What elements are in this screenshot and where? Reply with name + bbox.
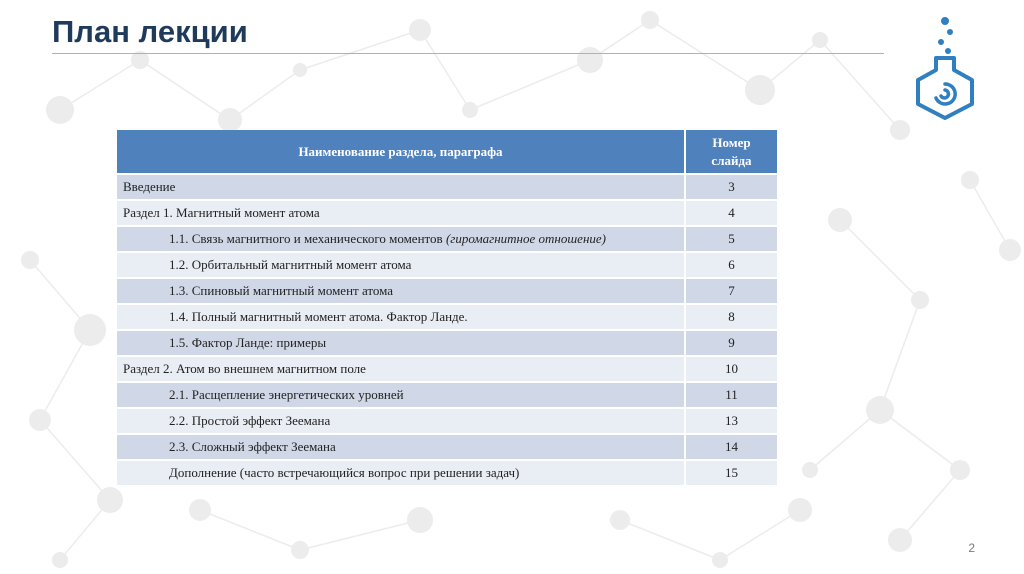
- section-cell: [117, 278, 685, 304]
- slide-number-cell: 9: [685, 330, 777, 356]
- slide-number-cell: 14: [685, 434, 777, 460]
- slide-number-cell: 6: [685, 252, 777, 278]
- table-row: [117, 278, 777, 304]
- section-cell: [117, 252, 685, 278]
- section-cell: [117, 304, 685, 330]
- section-text: Дополнение (часто встречающийся вопрос при решении задач): [169, 465, 520, 480]
- table-row: [117, 408, 777, 434]
- page-number: 2: [968, 541, 975, 555]
- section-text: 1.3. Спиновый магнитный момент атома: [169, 283, 394, 298]
- slide-number-cell: 4: [685, 200, 777, 226]
- section-text: 1.4. Полный магнитный момент атома. Фактор Ланде.: [169, 309, 468, 324]
- section-cell: [117, 382, 685, 408]
- table-row: [117, 252, 777, 278]
- table-row: [117, 382, 777, 408]
- table-header-row: [117, 130, 777, 174]
- section-cell: [117, 356, 685, 382]
- lecture-plan-table: [117, 130, 777, 485]
- slide-title: План лекции: [52, 14, 248, 49]
- section-text: Введение: [123, 179, 176, 194]
- section-cell: [117, 434, 685, 460]
- slide-number-cell: 11: [685, 382, 777, 408]
- table-row: [117, 356, 777, 382]
- title-underline: [52, 53, 884, 54]
- slide-number-cell: 10: [685, 356, 777, 382]
- slide-number-cell: 3: [685, 174, 777, 200]
- section-text: 1.5. Фактор Ланде: примеры: [169, 335, 327, 350]
- slide-number-cell: 15: [685, 460, 777, 485]
- section-header: Наименование раздела, параграфа: [117, 130, 685, 174]
- slide-number-cell: 5: [685, 226, 777, 252]
- section-cell: [117, 408, 685, 434]
- section-cell: [117, 200, 685, 226]
- table-row: [117, 226, 777, 252]
- slide-number-cell: 13: [685, 408, 777, 434]
- section-note: (гиромагнитное отношение): [445, 231, 606, 246]
- table-row: [117, 174, 777, 200]
- section-cell: [117, 174, 685, 200]
- section-text: 1.1. Связь магнитного и механического моментов: [169, 231, 443, 246]
- slide-number-cell: 8: [685, 304, 777, 330]
- section-text: 2.2. Простой эффект Зеемана: [169, 413, 331, 428]
- table-row: [117, 304, 777, 330]
- section-cell: [117, 330, 685, 356]
- table-row: [117, 460, 777, 485]
- table-row: [117, 330, 777, 356]
- slide-number-cell: 7: [685, 278, 777, 304]
- section-text: 1.2. Орбитальный магнитный момент атома: [169, 257, 412, 272]
- section-cell: [117, 460, 685, 485]
- section-cell: [117, 226, 685, 252]
- section-text: 2.3. Сложный эффект Зеемана: [169, 439, 336, 454]
- table-row: [117, 200, 777, 226]
- section-text: 2.1. Расщепление энергетических уровней: [169, 387, 404, 402]
- flask-logo-icon: [912, 16, 978, 120]
- table-row: [117, 434, 777, 460]
- slide-number-header: Номер слайда: [685, 130, 777, 174]
- section-text: Раздел 2. Атом во внешнем магнитном поле: [123, 361, 366, 376]
- section-text: Раздел 1. Магнитный момент атома: [123, 205, 320, 220]
